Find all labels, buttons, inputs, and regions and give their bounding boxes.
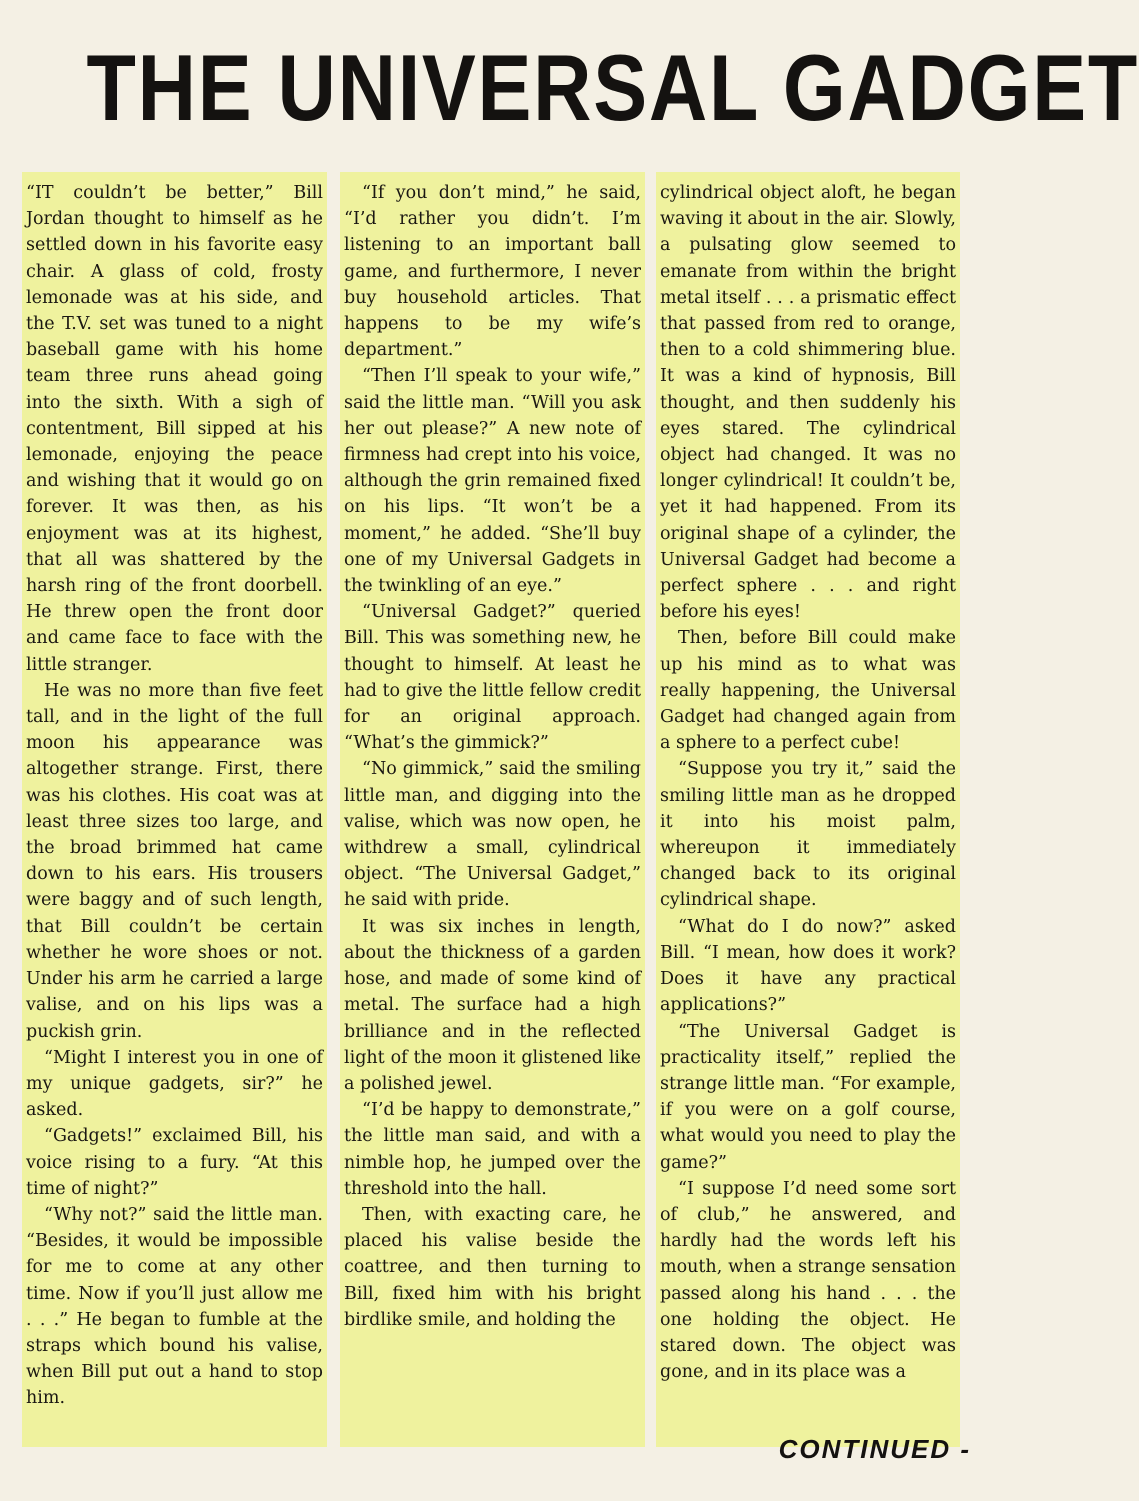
paragraph: Then, before Bill could make up his mind as to what was really happening, the Universal Gadget had changed again from a sphere to a perfect cube!: [660, 628, 956, 754]
paragraph: “The Universal Gadget is practicality itself,” replied the strange little man. “For example, if you were on a golf course, what would you need to play the game?”: [660, 1021, 956, 1173]
column-2-text: [340, 172, 645, 1333]
paragraph: “I suppose I’d need some sort of club,” he answered, and hardly had the words left his mouth, when a strange sensation passed along his hand . . . the one holding the object. He stared down. The object was gone, and in its place was a: [660, 1178, 956, 1383]
column-1-text: [22, 172, 327, 1412]
paragraph: “What do I do now?” asked Bill. “I mean, how does it work? Does it have any practical applications?”: [660, 916, 956, 1016]
paragraph: “Might I interest you in one of my unique gadgets, sir?” he asked.: [26, 1047, 323, 1121]
story-title: THE UNIVERSAL GADGET: [86, 35, 1139, 140]
paragraph: “Gadgets!” exclaimed Bill, his voice rising to a fury. “At this time of night?”: [26, 1126, 323, 1199]
text-column-2: [340, 172, 645, 1447]
paragraph: “No gimmick,” said the smiling little man, and digging into the valise, which was now open, he withdrew a small, cylindrical object. “The Universal Gadget,” he said with pride.: [344, 759, 641, 911]
paragraph: “IT couldn’t be better,” Bill Jordan thought to himself as he settled down in his favorite easy chair. A glass of cold, frosty lemonade was at his side, and the T.V. set was tuned to a night baseball game with his home team three runs ahead going into the sixth. With a sigh of contentment, Bill sipped at his lemonade, enjoying the peace and wishing that it would go on forever. It was then, as his enjoyment was at its highest, that all was shattered by the harsh ring of the front doorbell. He threw open the front door and came face to face with the little stranger.: [26, 183, 323, 675]
paragraph: “Suppose you try it,” said the smiling little man as he dropped it into his moist palm, whereupon it immediately changed back to its original cylindrical shape.: [660, 759, 956, 911]
paragraph: Then, with exacting care, he placed his valise beside the coattree, and then turning to Bill, fixed him with his bright birdlike smile, and holding the: [344, 1204, 641, 1330]
text-column-3: [656, 172, 960, 1447]
paragraph: It was six inches in length, about the thickness of a garden hose, and made of some kind of metal. The surface had a high brilliance and in the reflected light of the moon it glistened like a polished jewel.: [344, 916, 641, 1094]
column-3-text: [656, 172, 960, 1385]
paragraph: “Why not?” said the little man. “Besides, it would be impossible for me to come at any other time. Now if you’ll just allow me . . .” He began to fumble at the straps which bound his valise, when Bill put out a hand to stop him.: [26, 1204, 323, 1409]
paragraph: He was no more than five feet tall, and in the light of the full moon his appearance was altogether strange. First, there was his clothes. His coat was at least three sizes too large, and the broad brimmed hat came down to his ears. His trousers were baggy and of such length, that Bill couldn’t be certain whether he wore shoes or not. Under his arm he carried a large valise, and on his lips was a puckish grin.: [26, 680, 323, 1042]
paragraph: “If you don’t mind,” he said, “I’d rather you didn’t. I’m listening to an important ball game, and furthermore, I never buy household articles. That happens to be my wife’s department.”: [344, 183, 641, 361]
text-column-1: [22, 172, 327, 1447]
paragraph: “Then I’ll speak to your wife,” said the little man. “Will you ask her out please?” A new note of firmness had crept into his voice, although the grin remained fixed on his lips. “It won’t be a moment,” he added. “She’ll buy one of my Universal Gadgets in the twinkling of an eye.”: [344, 366, 641, 597]
paragraph: “Universal Gadget?” queried Bill. This was something new, he thought to himself. At least he had to give the little fellow credit for an original approach. “What’s the gimmick?”: [344, 602, 641, 754]
continued-label: CONTINUED -: [778, 1434, 971, 1464]
paragraph: “I’d be happy to demonstrate,” the little man said, and with a nimble hop, he jumped over the threshold into the hall.: [344, 1100, 641, 1199]
paragraph: cylindrical object aloft, he began waving it about in the air. Slowly, a pulsating glow seemed to emanate from within the bright metal itself . . . a prismatic effect that passed from red to orange, then to a cold shimmering blue. It was a kind of hypnosis, Bill thought, and then suddenly his eyes stared. The cylindrical object had changed. It was no longer cylindrical! It couldn’t be, yet it had happened. From its original shape of a cylinder, the Universal Gadget had become a perfect sphere . . . and right before his eyes!: [660, 183, 956, 623]
